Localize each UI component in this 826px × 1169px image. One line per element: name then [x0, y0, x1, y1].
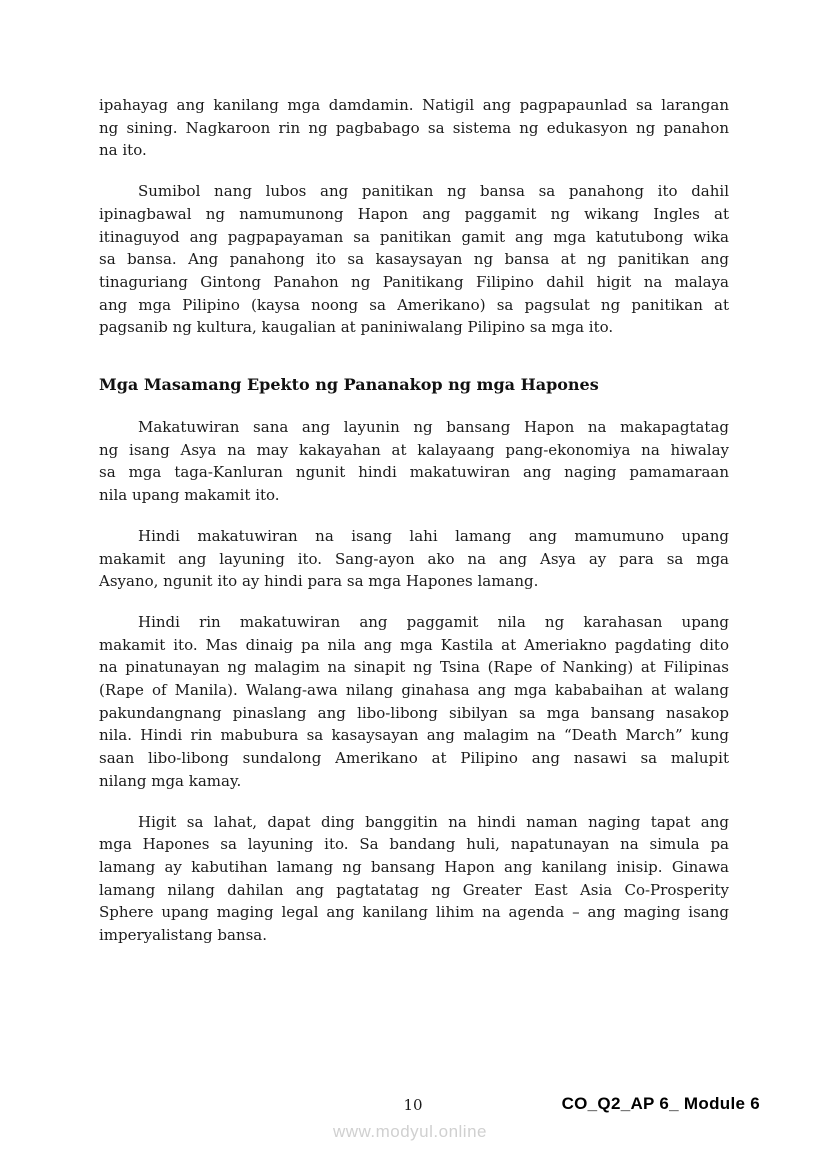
text-line: ng isang Asya na may kakayahan at kalayaang pang-ekonomiya na hiwalay — [99, 440, 729, 459]
text-line: ipinagbawal ng namumunong Hapon ang paggamit ng wikang Ingles at — [99, 204, 729, 223]
text-line: na ito. — [99, 141, 147, 160]
text-line: mga Hapones sa layuning ito. Sa bandang huli, napatunayan na simula pa — [99, 835, 729, 854]
text-line: Higit sa lahat, dapat ding banggitin na hindi naman naging tapat ang — [138, 812, 729, 831]
text-line: pakundangnang pinaslang ang libo-libong sibilyan sa mga bansang nasakop — [99, 703, 729, 722]
text-line: (Rape of Manila). Walang-awa nilang ginahasa ang mga kababaihan at walang — [99, 681, 729, 700]
text-line: Sphere upang maging legal ang kanilang lihim na agenda – ang maging isang — [99, 903, 729, 922]
text-line: nila. Hindi rin mabubura sa kasaysayan ang malagim na “Death March” kung — [99, 726, 729, 745]
page-number: 10 — [403, 1096, 423, 1114]
text-line: lamang ay kabutihan lamang ng bansang Hapon ang kanilang inisip. Ginawa — [99, 857, 729, 876]
text-line: itinaguyod ang pagpapayaman sa panitikan gamit ang mga katutubong wika — [99, 227, 729, 246]
text-line: makamit ito. Mas dinaig pa nila ang mga Kastila at Ameriakno pagdating dito — [99, 635, 729, 654]
site-watermark: www.modyul.online — [332, 1122, 487, 1141]
text-line: ang mga Pilipino (kaysa noong sa Amerikano) sa pagsulat ng panitikan at — [99, 295, 729, 314]
text-line: imperyalistang bansa. — [99, 926, 267, 945]
text-line: nila upang makamit ito. — [99, 486, 280, 505]
paragraph — [99, 611, 729, 793]
body-text — [99, 94, 729, 965]
text-line: Sumibol nang lubos ang panitikan ng bansa sa panahong ito dahil — [138, 182, 729, 201]
text-line: Hindi rin makatuwiran ang paggamit nila ng karahasan upang — [138, 612, 729, 631]
text-line: lamang nilang dahilan ang pagtatatag ng Greater East Asia Co-Prosperity — [99, 880, 729, 899]
text-line: Hindi makatuwiran na isang lahi lamang ang mamumuno upang — [138, 526, 729, 545]
paragraph — [99, 416, 729, 507]
section-heading: Mga Masamang Epekto ng Pananakop ng mga Hapones — [99, 375, 599, 395]
text-line: na pinatunayan ng malagim na sinapit ng Tsina (Rape of Nanking) at Filipinas — [99, 658, 729, 677]
text-line: saan libo-libong sundalong Amerikano at Pilipino ang nasawi sa malupit — [99, 749, 729, 768]
text-line: ipahayag ang kanilang mga damdamin. Natigil ang pagpapaunlad sa larangan — [99, 96, 729, 114]
paragraph — [99, 811, 729, 947]
text-line: makamit ang layuning ito. Sang-ayon ako na ang Asya ay para sa mga — [99, 549, 729, 568]
text-line: Asyano, ngunit ito ay hindi para sa mga Hapones lamang. — [99, 572, 539, 591]
text-line: sa bansa. Ang panahong ito sa kasaysayan ng bansa at ng panitikan ang — [99, 250, 729, 269]
text-line: pagsanib ng kultura, kaugalian at paniniwalang Pilipino sa mga ito. — [99, 318, 614, 337]
text-line: tinaguriang Gintong Panahon ng Panitikang Filipino dahil higit na malaya — [99, 272, 729, 291]
text-line: Makatuwiran sana ang layunin ng bansang Hapon na makapagtatag — [138, 418, 729, 437]
text-line: sa mga taga-Kanluran ngunit hindi makatuwiran ang naging pamamaraan — [99, 463, 729, 482]
paragraph — [99, 525, 729, 593]
text-line: nilang mga kamay. — [99, 771, 242, 790]
module-code: CO_Q2_AP 6_ Module 6 — [561, 1094, 760, 1113]
paragraph — [99, 180, 729, 339]
paragraph — [99, 94, 729, 162]
text-line: ng sining. Nagkaroon rin ng pagbabago sa sistema ng edukasyon ng panahon — [99, 118, 729, 137]
